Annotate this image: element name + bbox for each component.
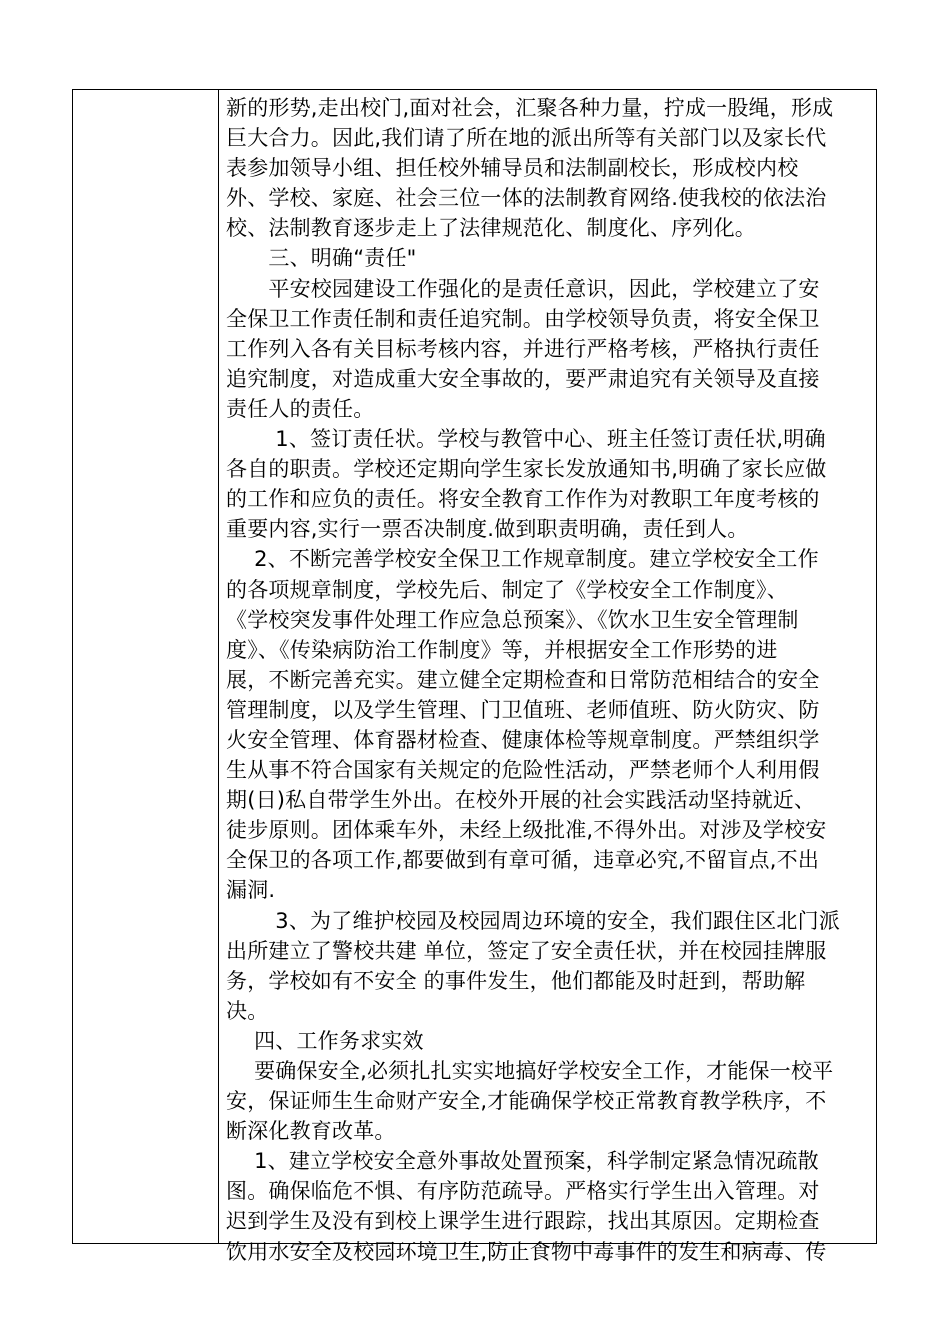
text-line: 饮用水安全及校园环境卫生,防止食物中毒事件的发生和病毒、传 bbox=[226, 1239, 827, 1264]
text-line: 安，保证师生生命财产安全,才能确保学校正常教育教学秩序，不 bbox=[226, 1089, 827, 1114]
text-line: 务，学校如有不安全 的事件发生，他们都能及时赶到，帮助解 bbox=[226, 968, 806, 993]
text-line: 图。确保临危不惧、有序防范疏导。严格实行学生出入管理。对 bbox=[226, 1179, 820, 1204]
text-line: 断深化教育改革。 bbox=[226, 1119, 396, 1144]
content-cell bbox=[226, 93, 868, 1267]
text-line: 徒步原则。团体乘车外，未经上级批准,不得外出。对涉及学校安 bbox=[226, 818, 827, 843]
text-line: 漏洞. bbox=[226, 878, 276, 903]
text-line: 责任人的责任。 bbox=[226, 396, 375, 421]
section-heading: 三、明确“责任" bbox=[226, 246, 417, 271]
section-heading: 四、工作务求实效 bbox=[226, 1028, 424, 1053]
text-line: 迟到学生及没有到校上课学生进行跟踪，找出其原因。定期检查 bbox=[226, 1209, 820, 1234]
text-line: 表参加领导小组、担任校外辅导员和法制副校长，形成校内校 bbox=[226, 156, 799, 181]
text-line: 《学校突发事件处理工作应急总预案》、《饮水卫生安全管理制 bbox=[226, 607, 799, 632]
text-line: 全保卫的各项工作,都要做到有章可循，违章必究,不留盲点,不出 bbox=[226, 848, 820, 873]
text-line: 决。 bbox=[226, 998, 269, 1023]
text-line: 新的形势,走出校门,面对社会，汇聚各种力量，拧成一股绳，形成 bbox=[226, 96, 834, 120]
text-line: 巨大合力。因此,我们请了所在地的派出所等有关部门以及家长代 bbox=[226, 126, 827, 151]
text-line: 展，不断完善充实。建立健全定期检查和日常防范相结合的安全 bbox=[226, 667, 820, 692]
text-line: 生从事不符合国家有关规定的危险性活动，严禁老师个人利用假 bbox=[226, 758, 820, 783]
text-line: 度》、《传染病防治工作制度》等，并根据安全工作形势的进 bbox=[226, 637, 778, 662]
text-line: 1、建立学校安全意外事故处置预案，科学制定紧急情况疏散 bbox=[226, 1149, 819, 1174]
text-line: 管理制度，以及学生管理、门卫值班、老师值班、防火防灾、防 bbox=[226, 697, 820, 722]
text-line: 追究制度，对造成重大安全事故的，要严肃追究有关领导及直接 bbox=[226, 366, 820, 391]
text-line: 全保卫工作责任制和责任追究制。由学校领导负责，将安全保卫 bbox=[226, 306, 820, 331]
document-table bbox=[72, 89, 877, 1264]
text-line: 工作列入各有关目标考核内容，并进行严格考核，严格执行责任 bbox=[226, 336, 820, 361]
text-line: 要确保安全,必须扎扎实实地搞好学校安全工作，才能保一校平 bbox=[226, 1059, 834, 1083]
text-line: 平安校园建设工作强化的是责任意识，因此，学校建立了安 bbox=[226, 276, 820, 301]
table-column-divider bbox=[218, 90, 219, 1243]
text-line: 出所建立了警校共建 单位，签定了安全责任状，并在校园挂牌服 bbox=[226, 938, 827, 963]
text-line: 各自的职责。学校还定期向学生家长发放通知书,明确了家长应做 bbox=[226, 457, 827, 482]
text-line: 外、学校、家庭、社会三位一体的法制教育网络.使我校的依法治 bbox=[226, 186, 827, 211]
text-line: 重要内容,实行一票否决制度.做到职责明确，责任到人。 bbox=[226, 517, 749, 542]
text-line: 校、法制教育逐步走上了法律规范化、制度化、序列化。 bbox=[226, 216, 756, 241]
text-line: 2、不断完善学校安全保卫工作规章制度。建立学校安全工作 bbox=[226, 547, 819, 572]
text-line: 期(日)私自带学生外出。在校外开展的社会实践活动坚持就近、 bbox=[226, 788, 816, 813]
text-line: 火安全管理、体育器材检查、健康体检等规章制度。严禁组织学 bbox=[226, 727, 820, 752]
text-line: 的工作和应负的责任。将安全教育工作作为对教职工年度考核的 bbox=[226, 487, 820, 512]
text-line: 1、签订责任状。学校与教管中心、班主任签订责任状,明确 bbox=[226, 427, 826, 452]
text-line: 3、为了维护校园及校园周边环境的安全，我们跟住区北门派 bbox=[226, 908, 841, 933]
text-line: 的各项规章制度，学校先后、制定了《学校安全工作制度》、 bbox=[226, 577, 788, 602]
